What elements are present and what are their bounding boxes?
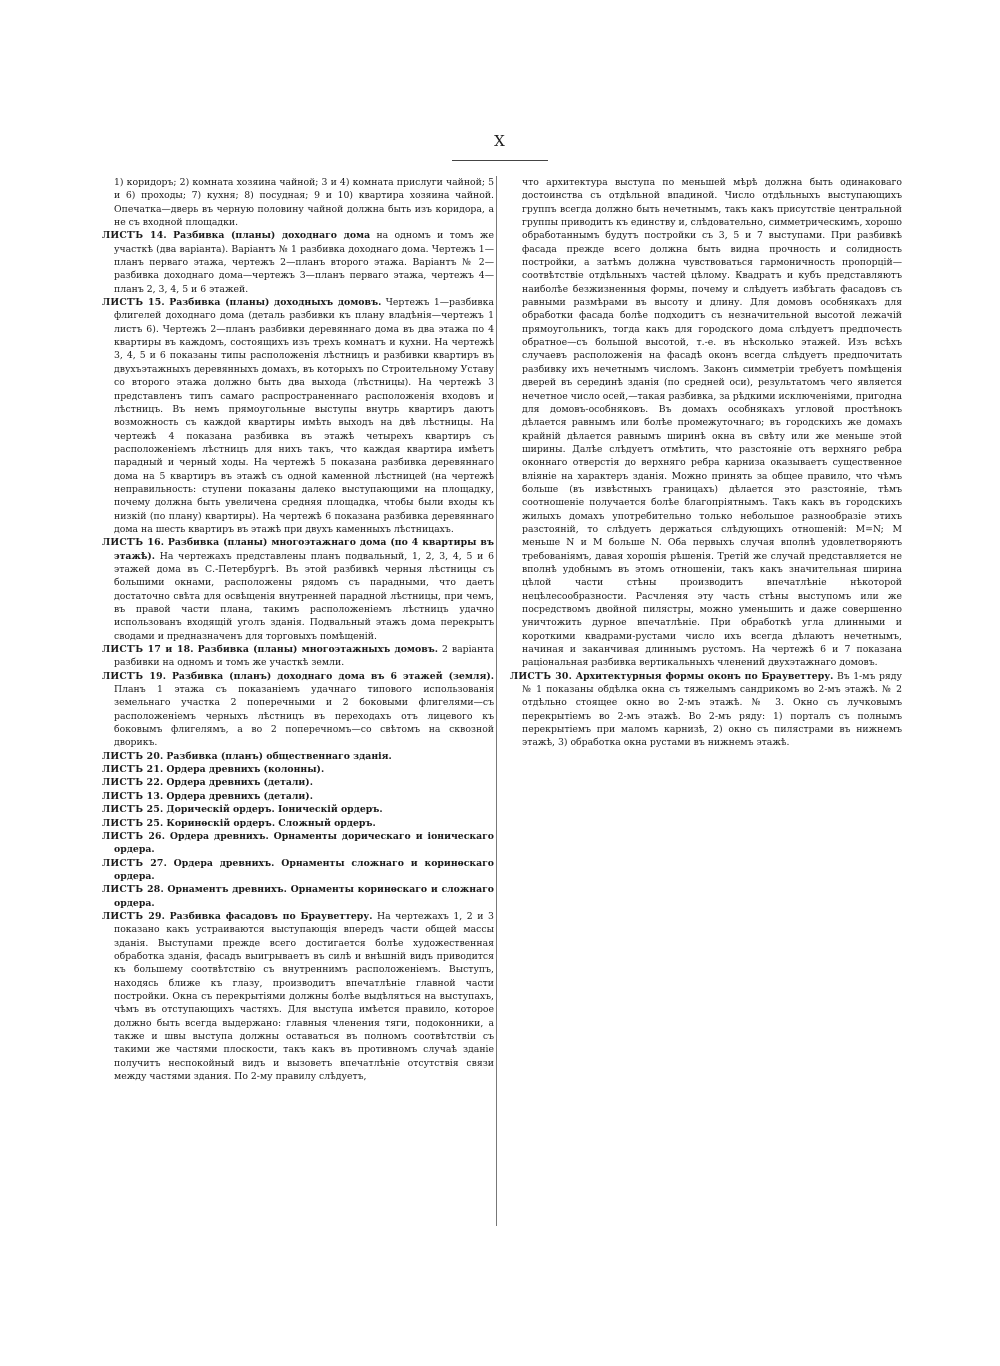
sheet-label: ЛИСТЪ 25. [102, 804, 164, 816]
entry-text: на одномъ и томъ же участкѣ (два варіанта). Варіантъ № 1 разбивка доходнаго дома. Чертежъ 1—планъ перваго этажа, чертежъ 2—планъ второго этажа. Варіантъ № 2—разбивка доходнаго дома—чертежъ 3—планъ перваго этажа, чертежъ 4—планъ 2, 3, 4, 5 и 6 этажей. [114, 230, 494, 295]
sheet-heading: Дорическій ордеръ. Іоническій ордеръ. [166, 804, 383, 816]
list-entry [102, 750, 494, 763]
list-entry [102, 296, 494, 536]
entry-text: Планъ 1 этажа съ показаніемъ удачнаго типового использованія земельнаго участка 2 поперечными и 2 боковыми флигелями—съ расположеніемъ черныхъ лѣстницъ въ переходахъ отъ лицевого къ боковымъ флигелямъ, а во 2 поперечномъ—со свѣтомъ на сквозной дворикъ. [114, 684, 494, 749]
sheet-heading: Разбивка (планъ) доходнаго дома въ 6 этажей (земля). [171, 670, 494, 682]
list-entry [102, 643, 494, 670]
entry-text: что архитектура выступа по меньшей мѣрѣ должна быть одинаковаго достоинства съ отдѣльной впадиной. Число отдѣльныхъ выступающихъ группъ всегда должно быть нечетнымъ, такъ какъ присутствіе центральной группы приводитъ къ единству и, слѣдовательно, симметрическимъ, хорошо обработаннымъ будутъ постройки съ 3, 5 и 7 выступами. При разбивкѣ фасада прежде всего должна быть видна прочность и солидность постройки, а затѣмъ должна чувствоваться гармоничность пропорцій—соотвѣтствіе отдѣльныхъ частей цѣлому. Квадратъ и кубъ представляютъ наиболѣе безжизненныя формы, почему и слѣдуетъ избѣгать фасадовъ съ равными размѣрами въ высоту и длину. Для домовъ особнякахъ для обработки фасада болѣе подходитъ съ незначительной высотой лежачій прямоугольникъ, тогда какъ для городского дома слѣдуетъ предпочесть обратное—съ большой высотой, т.-е. въ нѣсколько этажей. Изъ всѣхъ случаевъ расположенія на фасадѣ оконъ всегда слѣдуетъ предпочитать разбивку ихъ нечетнымъ числомъ. Законъ симметріи требуетъ помѣщенія дверей въ серединѣ зданія (по средней оси), результатомъ чего является нечетное число осей,—такая разбивка, за рѣдкими исключеніями, пригодна для домовъ-особняковъ. Въ домахъ особнякахъ угловой простѣнокъ дѣлается равнымъ или болѣе промежуточнаго; въ городскихъ же домахъ крайній дѣлается равнымъ ширинѣ окна въ свѣту или же меньше этой ширины. Далѣе слѣдуетъ отмѣтить, что разстояніе отъ верхняго ребра оконнаго отверстія до верхняго ребра карниза оказываетъ существенное вліяніе на характеръ зданія. Можно принять за общее правило, что чѣмъ больше (въ извѣстныхъ границахъ) дѣлается это разстояніе, тѣмъ соотношеніе получается болѣе благопріятнымъ. Такъ какъ въ городскихъ жилыхъ домахъ употребительно только небольшое разнообразіе этихъ разстояній, то слѣдуетъ держаться слѣдующихъ отношеній: M=N; M меньше N и M больше N. Оба первыхъ случая вполнѣ удовлетворяютъ требованіямъ, давая хорошія рѣшенія. Третій же случай представляется не вполнѣ удобнымъ въ этомъ отношеніи, такъ какъ значительная ширина цѣлой части стѣны производитъ впечатлѣніе нѣкоторой нецѣлесообразности. Расчленяя эту часть стѣны выступомъ или же посредствомъ двойной пилястры, можно уменьшить и даже совершенно уничтожить дурное впечатлѣніе. При обработкѣ угла длинными и короткими квадрами-рустами число ихъ всегда дѣлаютъ нечетнымъ, начиная и заканчивая длиннымъ рустомъ. На чертежѣ 6 и 7 показана раціональная разбивка вертикальныхъ членений двухэтажнаго домовъ. [522, 177, 902, 669]
sheet-heading: Ордера древнихъ. Орнаменты дорическаго и іоническаго ордера. [114, 830, 494, 856]
header-rule [452, 160, 548, 161]
entry-text: 1) коридоръ; 2) комната хозяина чайной; 3 и 4) комната прислуги чайной; 5 и 6) проходы; 7) кухня; 8) посудная; 9 и 10) квартира хозяина чайной. Опечатка—дверь въ черную половину чайной должна быть изъ коридора, а не съ входной площадки. [114, 177, 494, 229]
entry-text: 2 варіанта разбивки на одномъ и томъ же участкѣ земли. [114, 644, 494, 669]
column-divider [496, 176, 497, 1226]
sheet-heading: Разбивка (планъ) общественнаго зданія. [166, 750, 392, 762]
sheet-heading: Разбивка (планы) доходнаго дома [173, 230, 371, 242]
entry-text: На чертежахъ 1, 2 и 3 показано какъ устраиваются выступающія впередъ части общей массы зданія. Выступами прежде всего достигается болѣе художественная обработка зданія, фасадъ выигрываетъ въ силѣ и внѣшній видъ приводится къ большему соотвѣтствію съ внутреннимъ расположеніемъ. Выступъ, находясь ближе къ глазу, производитъ впечатлѣніе главной части постройки. Окна съ перекрытіями должны болѣе выдѣляться на выступахъ, чѣмъ въ отступающихъ частяхъ. Для выступа имѣется правило, которое должно быть всегда выдержано: главныя членения тяги, подоконники, а также и швы выступа должны оставаться въ полномъ соотвѣтствіи съ такими же частями плоскости, такъ какъ въ противномъ случаѣ зданіе получитъ неспокойный видъ и вызоветъ впечатлѣніе отсутствія связи между частями здания. По 2-му правилу слѣдуетъ, [114, 910, 494, 1083]
left-column [102, 176, 494, 1083]
list-entry [102, 817, 494, 830]
sheet-heading: Ордера древнихъ (детали). [166, 777, 313, 789]
list-entry [102, 910, 494, 1083]
sheet-label: ЛИСТЪ 21. [102, 764, 164, 776]
sheet-label: ЛИСТЪ 19. [102, 670, 167, 682]
sheet-heading: Разбивка (планы) многоэтажнаго дома (по 4 квартиры въ этажѣ). [114, 537, 494, 562]
sheet-heading: Разбивка (планы) доходныхъ домовъ. [169, 297, 382, 309]
sheet-label: ЛИСТЪ 17 и 18. [102, 644, 194, 656]
sheet-label: ЛИСТЪ 13. [102, 790, 164, 802]
list-entry [102, 790, 494, 803]
sheet-label: ЛИСТЪ 26. [102, 830, 166, 842]
sheet-label: ЛИСТЪ 29. [102, 910, 166, 922]
sheet-heading: Разбивка (планы) многоэтажныхъ домовъ. [197, 644, 439, 656]
sheet-heading: Ордера древнихъ. Орнаменты сложнаго и коринѳскаго ордера. [114, 857, 494, 882]
page-number: X [494, 132, 506, 150]
list-entry [102, 229, 494, 296]
list-entry [102, 857, 494, 884]
entry-text: Въ 1-мъ ряду № 1 показаны обдѣлка окна съ тяжелымъ сандрикомъ во 2-мъ этажѣ. № 2 отдѣльно стоящее окно во 2-мъ этажѣ. № 3. Окно съ лучковымъ перекрытіемъ во 2-мъ этажѣ. Во 2-мъ ряду: 1) порталъ съ полнымъ перекрытіемъ при маломъ карнизѣ, 2) окно съ пилястрами въ нижнемъ этажѣ, 3) обработка окна рустами въ нижнемъ этажѣ. [522, 670, 902, 749]
entry-text: На чертежахъ представлены планъ подвальный, 1, 2, 3, 4, 5 и 6 этажей дома въ С.-Петербургѣ. Въ этой разбивкѣ черныя лѣстницы съ большими окнами, расположены рядомъ съ парадными, что даетъ достаточно свѣта для освѣщенія внутренней парадной лѣстницы, при чемъ, въ правой части плана, такимъ расположеніемъ лѣстницъ удачно использованъ входящій уголъ зданія. Подвальный этажъ дома перекрытъ сводами и предназначенъ для торговыхъ помѣщеній. [114, 550, 494, 642]
sheet-label: ЛИСТЪ 15. [102, 297, 165, 309]
sheet-label: ЛИСТЪ 30. [510, 670, 573, 682]
list-entry [102, 883, 494, 910]
sheet-heading: Разбивка фасадовъ по Брауветтеру. [169, 910, 373, 922]
sheet-label: ЛИСТЪ 16. [102, 537, 165, 549]
list-entry [102, 830, 494, 857]
sheet-label: ЛИСТЪ 14. [102, 230, 167, 242]
sheet-heading: Коринѳскій ордеръ. Сложный ордеръ. [166, 817, 376, 829]
sheet-heading: Ордера древнихъ (колонны). [166, 764, 325, 776]
entry-text: Чертежъ 1—разбивка флигелей доходнаго дома (деталь разбивки къ плану владѣнія—чертежъ 1 листъ 6). Чертежъ 2—планъ разбивки деревяннаго дома въ два этажа по 4 квартиры въ каждомъ, состоящихъ изъ трехъ комнатъ и кухни. На чертежѣ 3, 4, 5 и 6 показаны типы расположенія лѣстницъ и разбивки квартиръ въ двухъэтажныхъ деревянныхъ домахъ, въ которыхъ по Строительному Уставу со второго этажа должно быть два выхода (лѣстницы). На чертежѣ 3 представленъ типъ самаго распространеннаго расположенія входовъ и лѣстницъ. Въ немъ прямоугольные выступы внутрь квартиръ даютъ возможность съ каждой квартиры имѣть выходъ на двѣ лѣстницы. На чертежѣ 4 показана разбивка въ этажѣ четырехъ квартиръ съ расположеніемъ лѣстницъ для нихъ такъ, что каждая квартира имѣетъ парадный и черный ходы. На чертежѣ 5 показана разбивка деревяннаго дома на 5 квартиръ въ этажѣ съ одной каменной лѣстницей (на чертежѣ неправильность: ступени показаны далеко выступающими на площадку, почему должна быть увеличена средняя площадка, чтобы были входы къ низкій (по плану) квартиры). На чертежѣ 6 показана разбивка деревяннаго дома на шесть квартиръ въ этажѣ при двухъ каменныхъ лѣстницахъ. [114, 297, 494, 535]
sheet-heading: Ордера древнихъ (детали). [166, 790, 313, 802]
list-entry [510, 176, 902, 670]
sheet-label: ЛИСТЪ 22. [102, 777, 164, 789]
list-entry [102, 776, 494, 789]
list-entry [102, 670, 494, 750]
list-entry [102, 176, 494, 229]
sheet-label: ЛИСТЪ 27. [102, 857, 168, 869]
list-entry [102, 536, 494, 643]
sheet-label: ЛИСТЪ 28. [102, 884, 164, 896]
sheet-heading: Архитектурныя формы оконъ по Брауветтеру. [575, 670, 834, 682]
list-entry [102, 803, 494, 816]
list-entry [102, 763, 494, 776]
list-entry [510, 670, 902, 750]
sheet-heading: Орнаментъ древнихъ. Орнаменты коринѳскаго и сложнаго ордера. [114, 884, 494, 909]
sheet-label: ЛИСТЪ 25. [102, 817, 164, 829]
sheet-label: ЛИСТЪ 20. [102, 750, 164, 762]
right-column [510, 176, 902, 750]
